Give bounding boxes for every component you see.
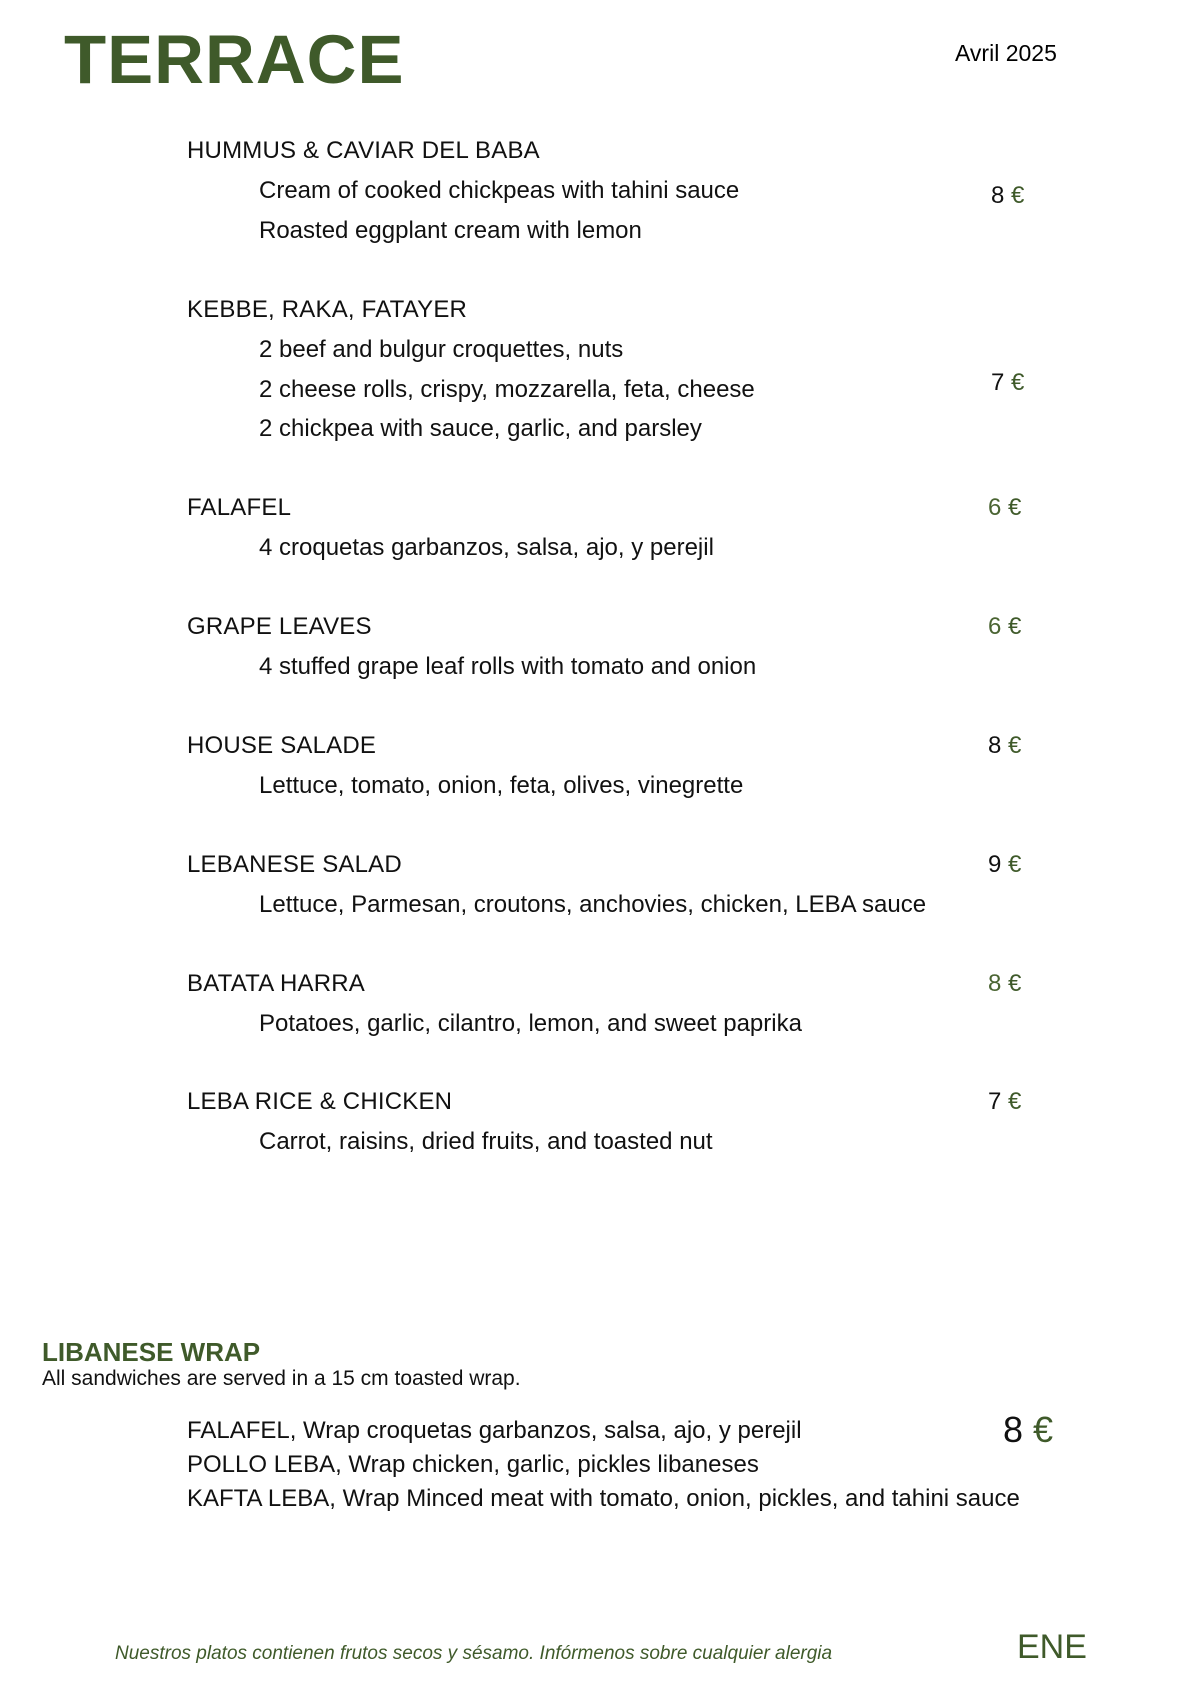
price-value: 8 bbox=[988, 732, 1002, 759]
item-description: Lettuce, Parmesan, croutons, anchovies, chicken, LEBA sauce bbox=[259, 891, 927, 918]
item-price bbox=[988, 493, 1021, 523]
item-name: KEBBE, RAKA, FATAYER bbox=[187, 296, 468, 323]
wrap-list bbox=[187, 1414, 1020, 1516]
menu-item bbox=[187, 845, 1087, 925]
euro-symbol: € bbox=[1008, 613, 1022, 640]
menu-date: Avril 2025 bbox=[955, 40, 1057, 66]
item-description: Cream of cooked chickpeas with tahini sauce bbox=[259, 177, 740, 204]
menu-item bbox=[187, 964, 1087, 1044]
menu-item bbox=[187, 607, 1087, 687]
item-name: HOUSE SALADE bbox=[187, 732, 377, 759]
language-indicator: ENE bbox=[1017, 1628, 1087, 1666]
wrap-item: FALAFEL, Wrap croquetas garbanzos, salsa, ajo, y perejil bbox=[187, 1417, 802, 1444]
item-name: LEBA RICE & CHICKEN bbox=[187, 1088, 453, 1115]
item-price bbox=[988, 612, 1021, 642]
euro-symbol: € bbox=[1008, 851, 1022, 878]
allergy-note: Nuestros platos contienen frutos secos y sésamo. Infórmenos sobre cualquier alergia bbox=[115, 1643, 833, 1664]
item-description: 4 stuffed grape leaf rolls with tomato and onion bbox=[259, 653, 757, 680]
menu-item bbox=[187, 290, 1087, 449]
section-title-wrap: LIBANESE WRAP bbox=[42, 1337, 261, 1367]
item-description: Lettuce, tomato, onion, feta, olives, vinegrette bbox=[259, 772, 744, 799]
price-value: 7 bbox=[988, 1088, 1002, 1115]
price-value: 8 bbox=[1003, 1409, 1024, 1450]
item-name: HUMMUS & CAVIAR DEL BABA bbox=[187, 137, 540, 164]
item-description: 2 cheese rolls, crispy, mozzarella, feta, cheese bbox=[259, 375, 755, 403]
menu-item bbox=[187, 131, 1087, 250]
item-price bbox=[988, 1087, 1021, 1117]
euro-symbol: € bbox=[1033, 1409, 1054, 1450]
euro-symbol: € bbox=[1008, 1088, 1022, 1115]
price-value: 8 bbox=[988, 970, 1002, 997]
item-name: GRAPE LEAVES bbox=[187, 613, 372, 640]
item-description: 2 beef and bulgur croquettes, nuts bbox=[259, 336, 624, 363]
euro-symbol: € bbox=[1008, 970, 1022, 997]
price-value: 9 bbox=[988, 851, 1002, 878]
item-name: BATATA HARRA bbox=[187, 970, 365, 997]
menu-item bbox=[187, 1082, 1087, 1162]
wrap-item: POLLO LEBA, Wrap chicken, garlic, pickles libaneses bbox=[187, 1451, 759, 1478]
wrap-item: KAFTA LEBA, Wrap Minced meat with tomato, onion, pickles, and tahini sauce bbox=[187, 1485, 1020, 1512]
item-description: 2 chickpea with sauce, garlic, and parsley bbox=[259, 415, 702, 442]
item-price bbox=[991, 181, 1024, 211]
page-title: TERRACE bbox=[64, 21, 405, 98]
euro-symbol: € bbox=[1011, 182, 1025, 209]
item-name: LEBANESE SALAD bbox=[187, 851, 402, 878]
item-price bbox=[988, 731, 1021, 761]
item-description: Potatoes, garlic, cilantro, lemon, and sweet paprika bbox=[259, 1010, 802, 1037]
price-value: 7 bbox=[991, 369, 1005, 396]
section-subtitle-wrap: All sandwiches are served in a 15 cm toasted wrap. bbox=[42, 1367, 521, 1390]
item-name: FALAFEL bbox=[187, 494, 292, 521]
euro-symbol: € bbox=[1008, 732, 1022, 759]
menu-item bbox=[187, 488, 1087, 568]
price-value: 6 bbox=[988, 613, 1002, 640]
item-description: 4 croquetas garbanzos, salsa, ajo, y perejil bbox=[259, 534, 714, 561]
price-value: 8 bbox=[991, 182, 1005, 209]
wrap-price bbox=[1003, 1410, 1053, 1450]
price-value: 6 bbox=[988, 494, 1002, 521]
menu-item bbox=[187, 726, 1087, 806]
item-price bbox=[988, 969, 1021, 999]
item-price bbox=[991, 368, 1024, 398]
euro-symbol: € bbox=[1008, 494, 1022, 521]
item-price bbox=[988, 850, 1021, 880]
item-description: Carrot, raisins, dried fruits, and toasted nut bbox=[259, 1128, 713, 1155]
item-description: Roasted eggplant cream with lemon bbox=[259, 216, 642, 244]
euro-symbol: € bbox=[1011, 369, 1025, 396]
